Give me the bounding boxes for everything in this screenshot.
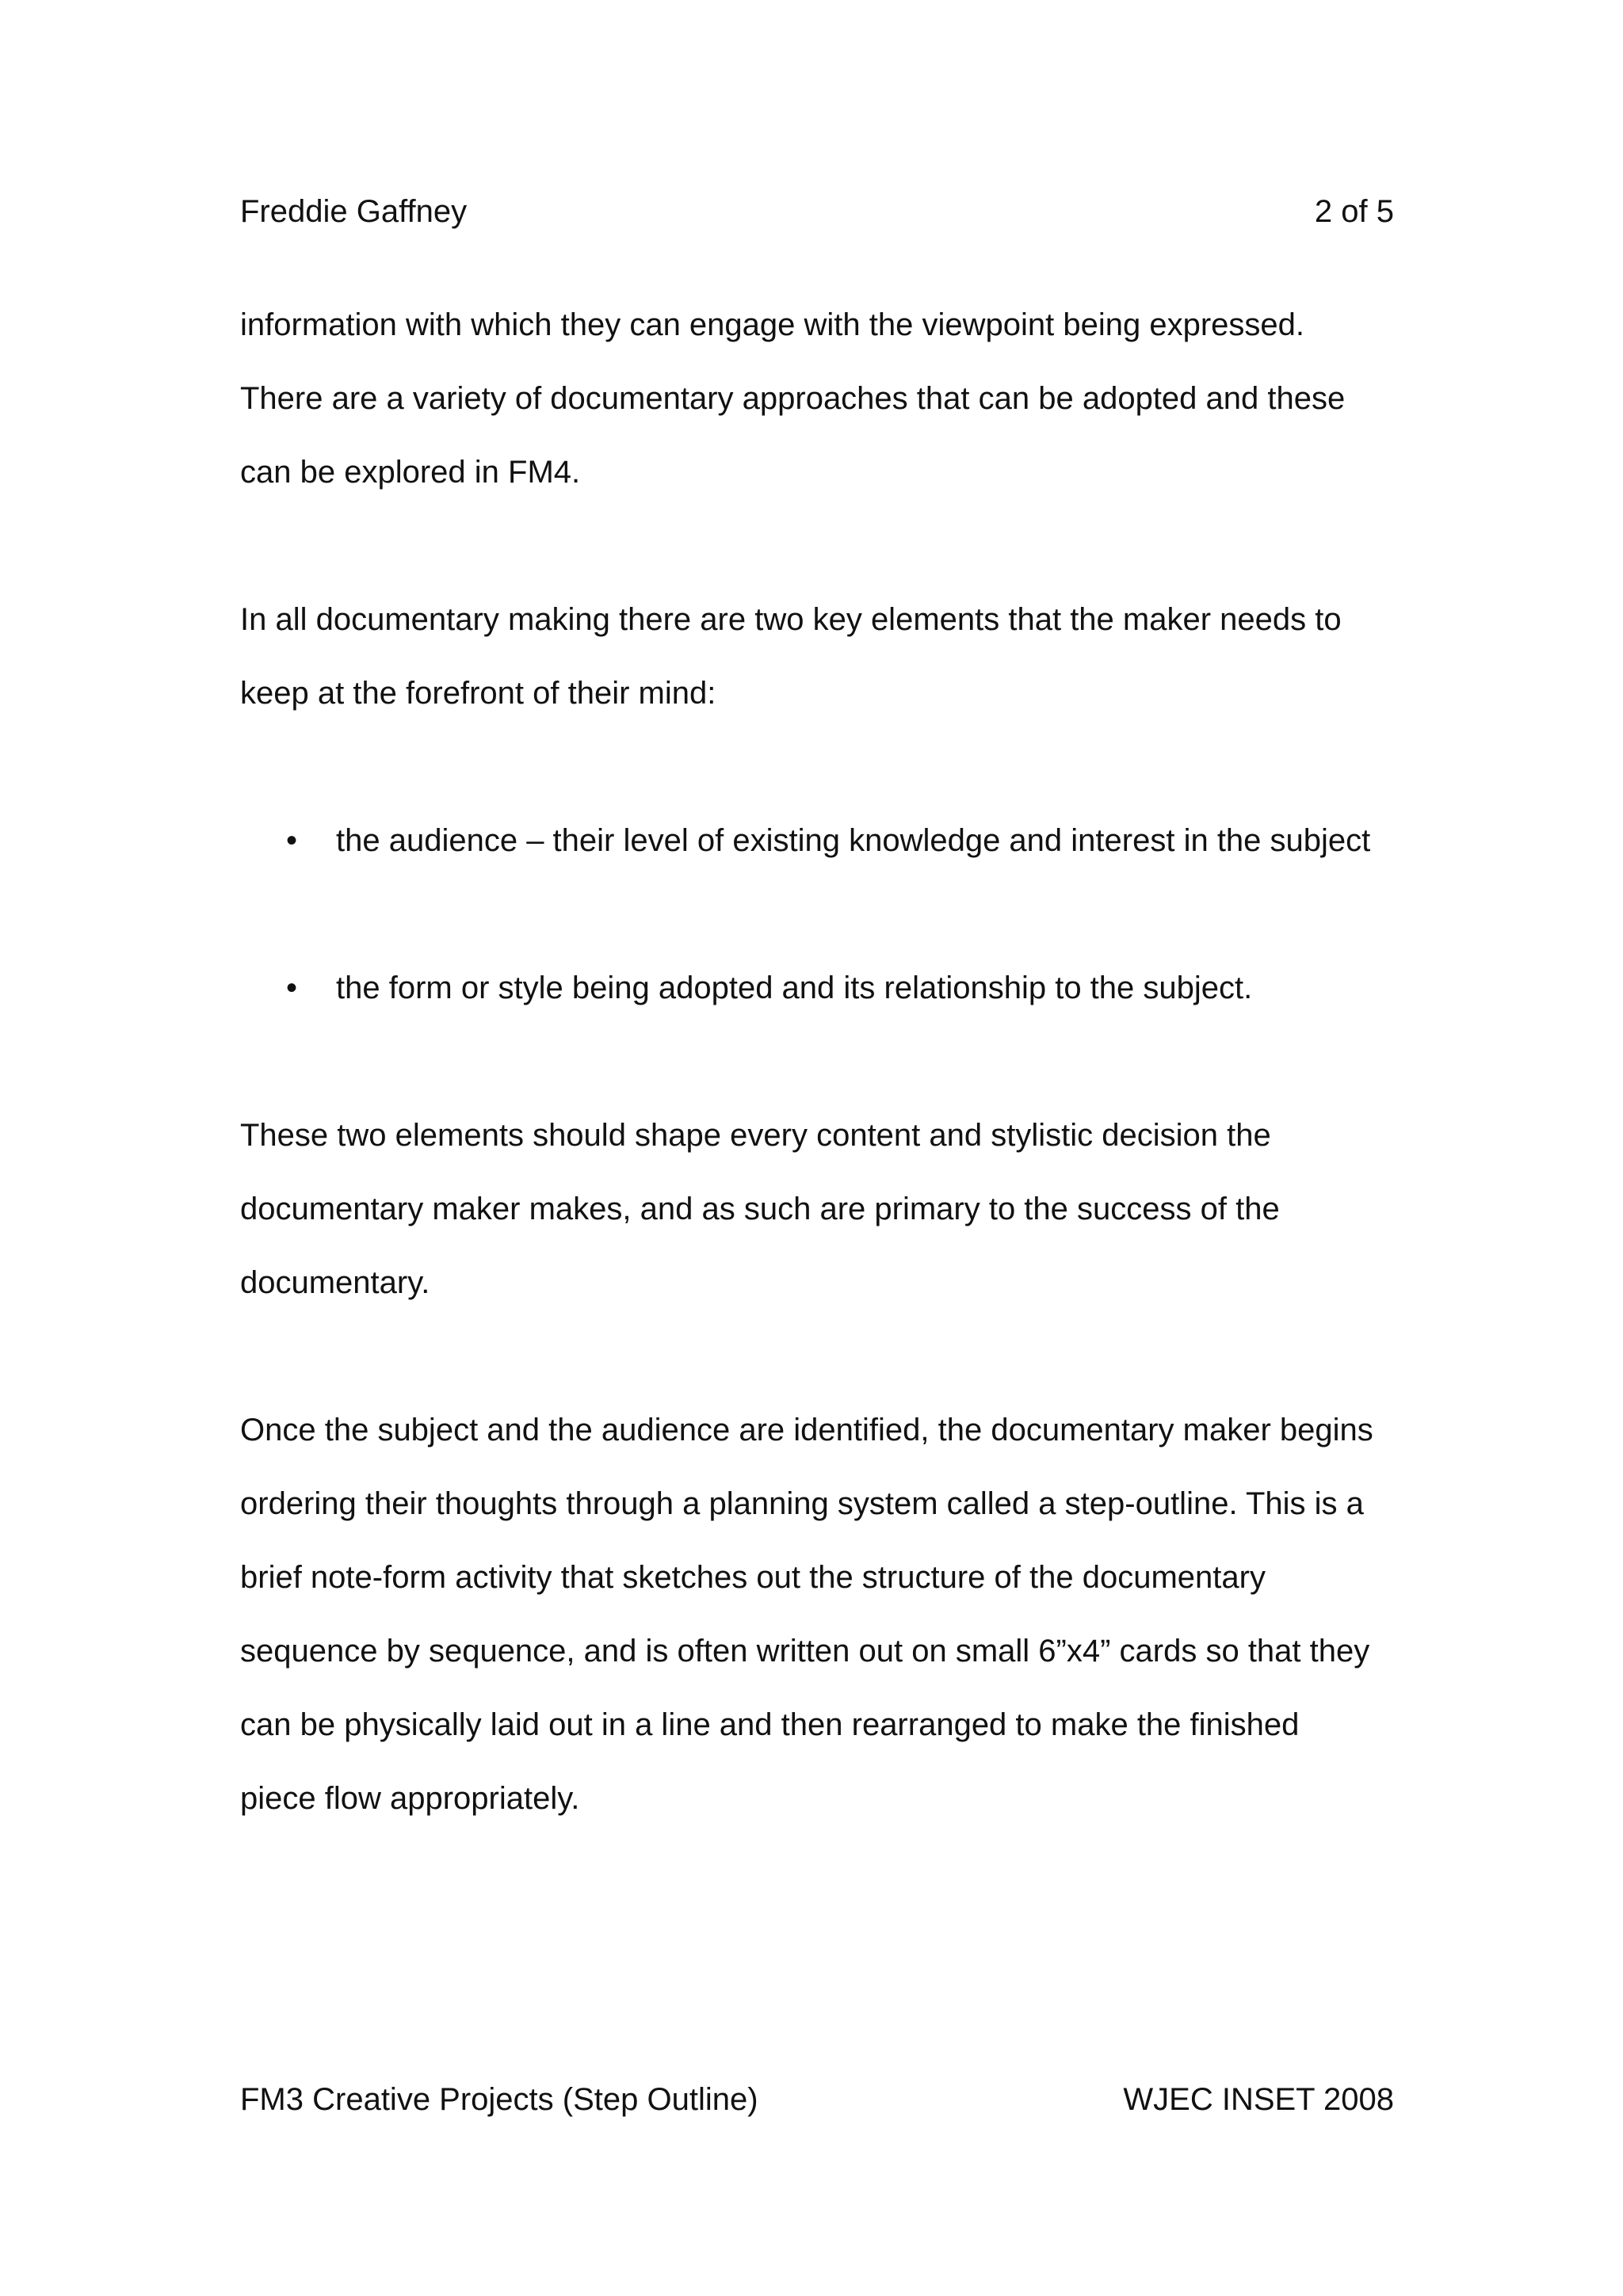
text-line: Once the subject and the audience are identified, the documentary maker begins xyxy=(240,1413,1373,1447)
text-line: sequence by sequence, and is often written out on small 6”x4” cards so that they xyxy=(240,1634,1370,1669)
text-line: can be explored in FM4. xyxy=(240,455,581,490)
text-line: brief note-form activity that sketches out the structure of the documentary xyxy=(240,1560,1266,1595)
text-line: documentary. xyxy=(240,1265,430,1300)
page-header xyxy=(240,193,1394,231)
document-body xyxy=(240,288,1394,1836)
bullet-icon: • xyxy=(286,971,298,1005)
paragraph-1 xyxy=(240,288,1394,509)
footer-event: WJEC INSET 2008 xyxy=(1123,2082,1394,2117)
page-footer xyxy=(240,2081,1394,2119)
list-item-text: the audience – their level of existing knowledge and interest in the subject xyxy=(336,823,1371,858)
list-item xyxy=(240,952,1394,1025)
paragraph-3 xyxy=(240,1099,1394,1320)
header-author: Freddie Gaffney xyxy=(240,194,468,229)
paragraph-2 xyxy=(240,583,1394,730)
bullet-list xyxy=(240,804,1394,1025)
text-line: In all documentary making there are two key elements that the maker needs to xyxy=(240,602,1342,637)
text-line: These two elements should shape every content and stylistic decision the xyxy=(240,1118,1271,1153)
paragraph-gap xyxy=(240,1320,1394,1394)
bullet-icon: • xyxy=(286,823,298,858)
text-line: ordering their thoughts through a planning system called a step-outline. This is a xyxy=(240,1486,1364,1521)
paragraph-gap xyxy=(240,1025,1394,1099)
text-line: information with which they can engage with the viewpoint being expressed. xyxy=(240,307,1305,342)
text-line: documentary maker makes, and as such are primary to the success of the xyxy=(240,1192,1280,1226)
text-line: piece flow appropriately. xyxy=(240,1781,580,1816)
list-gap xyxy=(240,878,1394,952)
text-line: can be physically laid out in a line and then rearranged to make the finished xyxy=(240,1707,1300,1742)
paragraph-gap xyxy=(240,730,1394,804)
list-item xyxy=(240,804,1394,878)
list-item-text: the form or style being adopted and its relationship to the subject. xyxy=(336,971,1253,1005)
header-page-number: 2 of 5 xyxy=(1314,194,1394,229)
text-line: There are a variety of documentary approaches that can be adopted and these xyxy=(240,381,1346,416)
text-line: keep at the forefront of their mind: xyxy=(240,676,716,711)
footer-course-title: FM3 Creative Projects (Step Outline) xyxy=(240,2082,758,2117)
paragraph-4 xyxy=(240,1394,1394,1836)
paragraph-gap xyxy=(240,509,1394,583)
